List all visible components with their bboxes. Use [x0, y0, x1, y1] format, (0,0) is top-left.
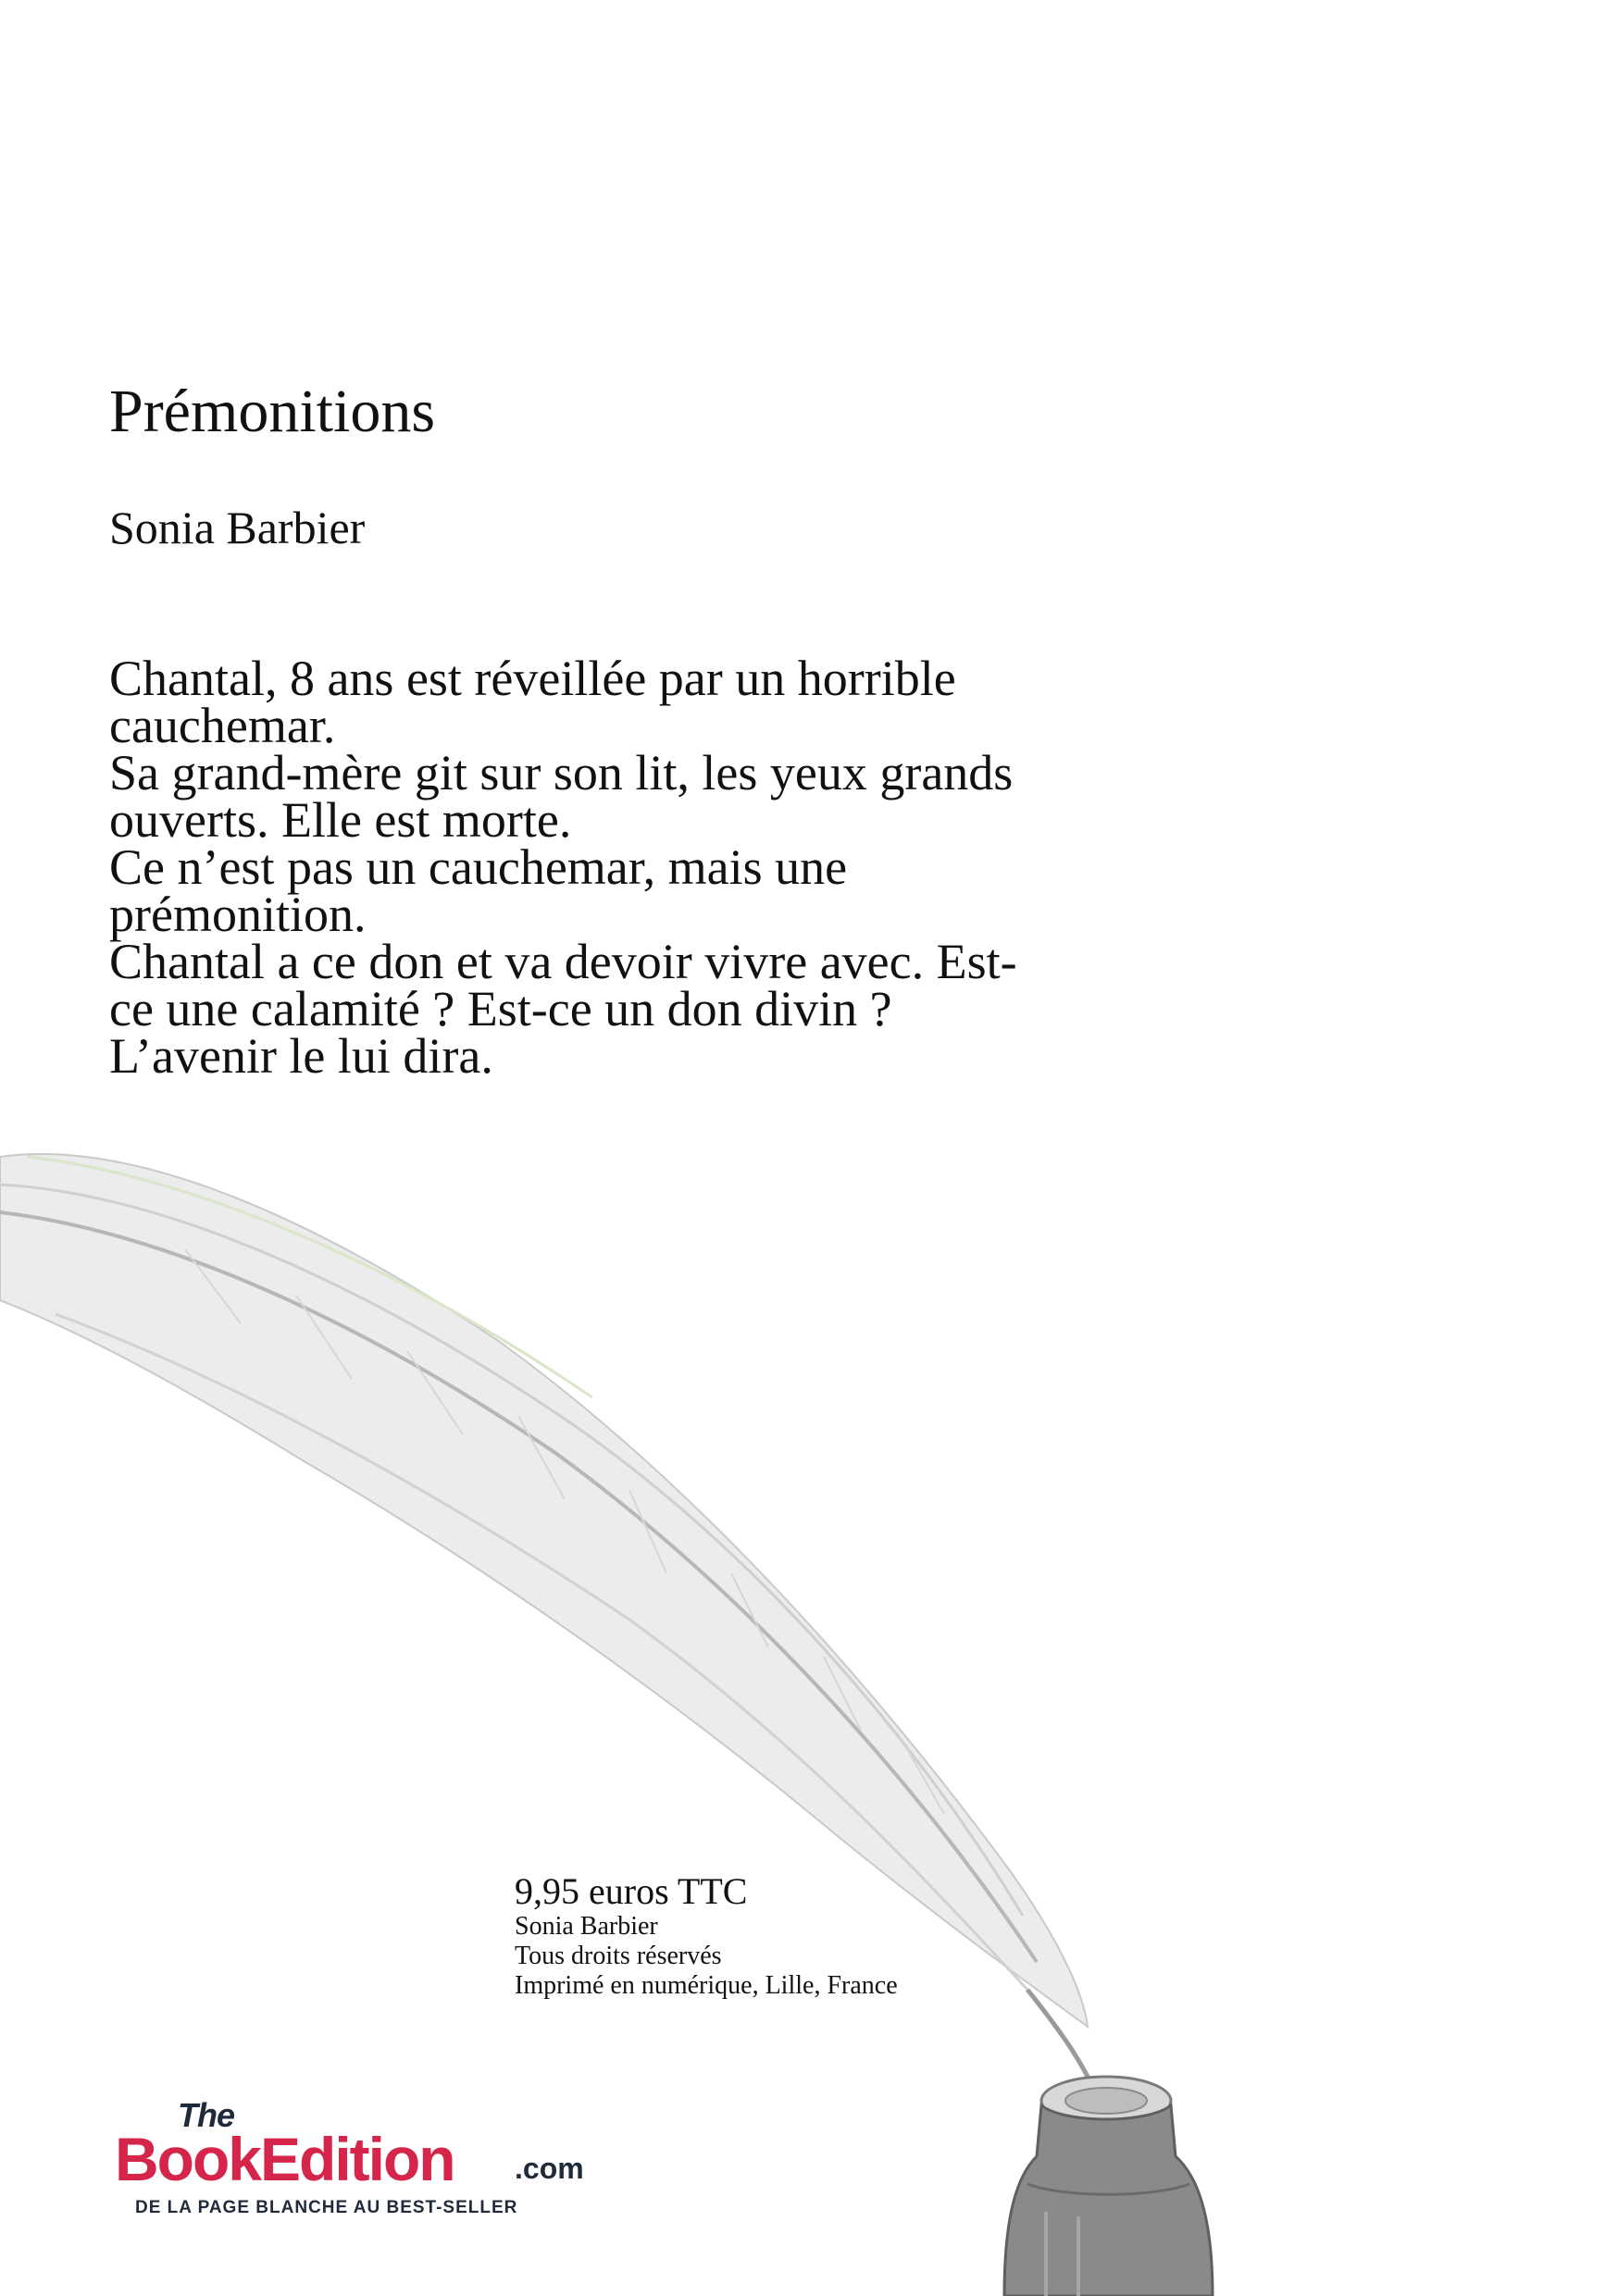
inkwell-icon — [1004, 2077, 1213, 2296]
logo-brand: BookEdition — [115, 2125, 454, 2193]
book-author: Sonia Barbier — [109, 502, 366, 553]
blurb-line: Sa grand-mère git sur son lit, les yeux grands — [109, 745, 1014, 800]
blurb-line: prémonition. — [109, 887, 367, 942]
blurb-line: L’avenir le lui dira. — [109, 1028, 493, 1084]
logo-tagline: DE LA PAGE BLANCHE AU BEST-SELLER — [135, 2198, 518, 2217]
blurb-line: Chantal a ce don et va devoir vivre avec. Est- — [109, 934, 1017, 989]
blurb-line: ouverts. Elle est morte. — [109, 792, 572, 848]
price: 9,95 euros TTC — [515, 1870, 748, 1912]
blurb-line: ce une calamité ? Est-ce un don divin ? — [109, 981, 892, 1036]
blurb-line: Ce n’est pas un cauchemar, mais une — [109, 839, 848, 895]
imprint-block — [515, 1871, 898, 2001]
publisher-logo — [115, 2096, 670, 2216]
book-title: Prémonitions — [109, 378, 436, 445]
blurb-line: Chantal, 8 ans est réveillée par un horrible — [109, 651, 956, 706]
rights-notice: Tous droits réservés — [515, 1942, 722, 1970]
blurb-line: cauchemar. — [109, 698, 336, 753]
logo-the: The — [178, 2096, 235, 2134]
imprint-author: Sonia Barbier — [515, 1912, 658, 1941]
printing-location: Imprimé en numérique, Lille, France — [515, 1971, 898, 2000]
logo-domain: .com — [515, 2152, 584, 2185]
back-cover-blurb — [109, 651, 1248, 1084]
